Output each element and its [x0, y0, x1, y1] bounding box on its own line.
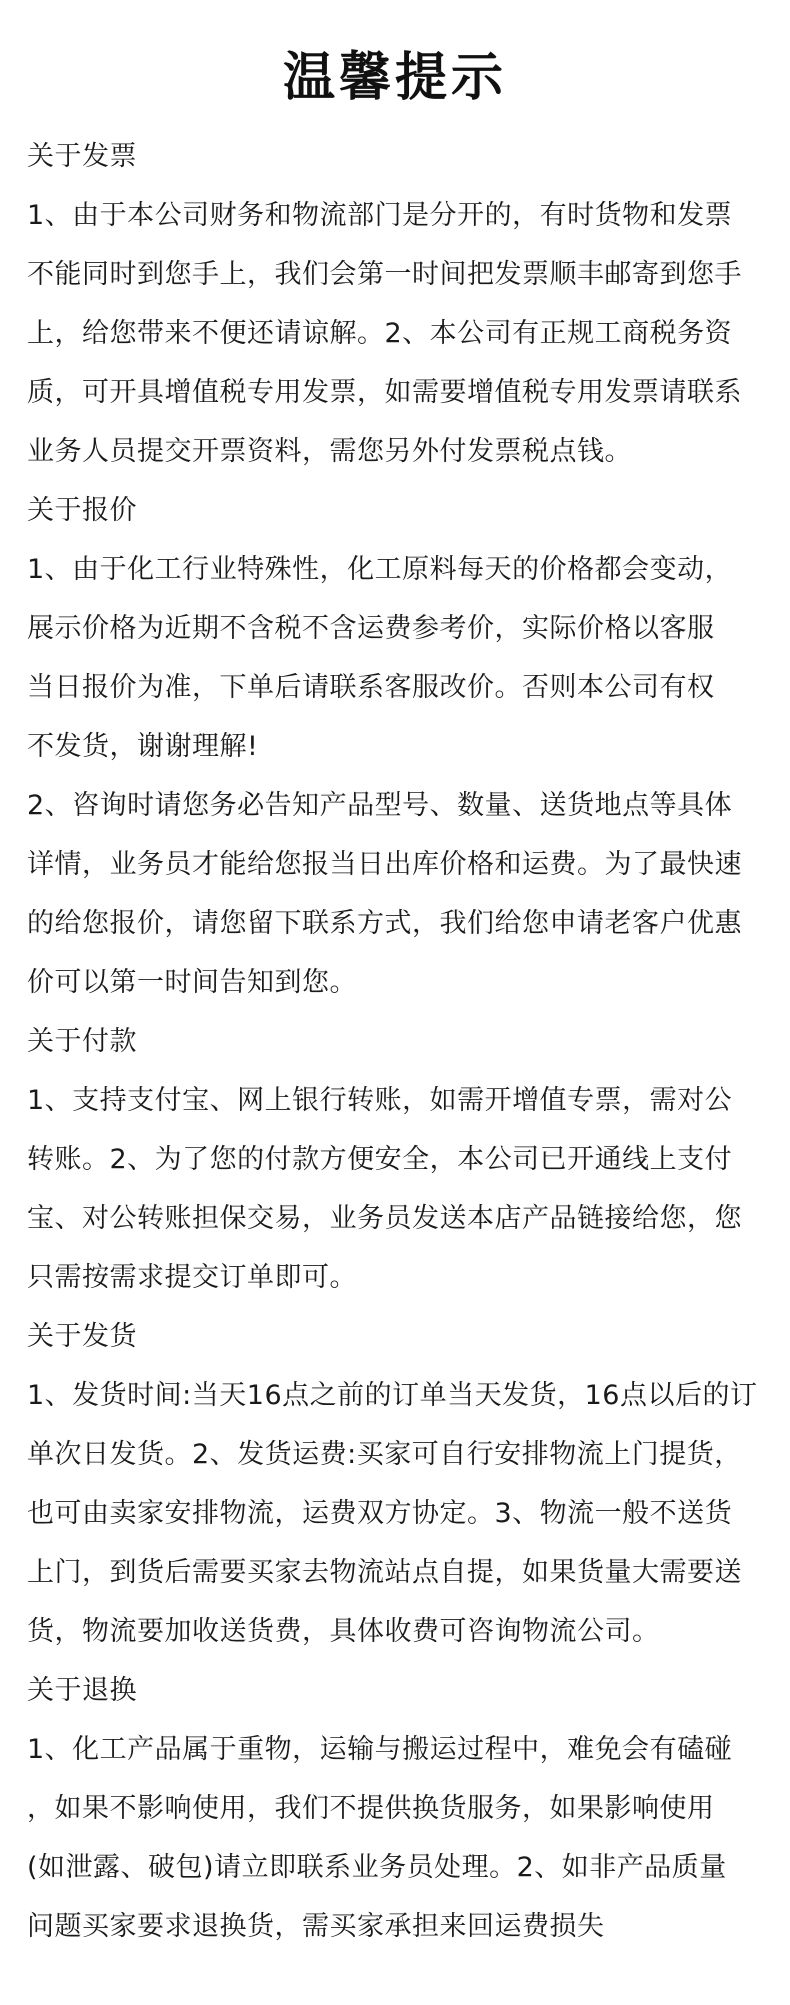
paragraph-line: 质，可开具增值税专用发票，如需要增值税专用发票请联系 [27, 377, 742, 408]
paragraph-line: 1、支持支付宝、网上银行转账，如需开增值专票，需对公 [27, 1085, 733, 1116]
paragraph-line: 业务人员提交开票资料，需您另外付发票税点钱。 [27, 436, 632, 467]
paragraph-line: 2、咨询时请您务必告知产品型号、数量、送货地点等具体 [27, 790, 733, 821]
paragraph-line: 不发货，谢谢理解! [27, 731, 259, 762]
paragraph-line: 上门，到货后需要买家去物流站点自提，如果货量大需要送 [27, 1557, 742, 1588]
paragraph-line: 详情，业务员才能给您报当日出库价格和运费。为了最快速 [27, 849, 742, 880]
section-quotation [27, 481, 767, 1012]
paragraph-line: 1、发货时间:当天16点之前的订单当天发货，16点以后的订 [27, 1380, 758, 1411]
paragraph-line: 当日报价为准，下单后请联系客服改价。否则本公司有权 [27, 672, 715, 703]
section-heading: 关于发票 [27, 141, 137, 172]
section-shipping [27, 1307, 767, 1661]
paragraph-line: 宝、对公转账担保交易，业务员发送本店产品链接给您，您 [27, 1203, 742, 1234]
paragraph-line: 1、化工产品属于重物，运输与搬运过程中，难免会有磕碰 [27, 1734, 733, 1765]
paragraph-line: 问题买家要求退换货，需买家承担来回运费损失 [27, 1911, 605, 1942]
paragraph-line: 货，物流要加收送货费，具体收费可咨询物流公司。 [27, 1616, 660, 1647]
paragraph-line: 单次日发货。2、发货运费:买家可自行安排物流上门提货， [27, 1439, 742, 1470]
section-heading: 关于退换 [27, 1675, 137, 1706]
section-invoice [27, 127, 767, 481]
paragraph-line: 不能同时到您手上，我们会第一时间把发票顺丰邮寄到您手 [27, 259, 742, 290]
paragraph-line: 价可以第一时间告知到您。 [27, 967, 357, 998]
paragraph-line: 只需按需求提交订单即可。 [27, 1262, 357, 1293]
notice-content [27, 127, 767, 1956]
paragraph-line: 的给您报价，请您留下联系方式，我们给您申请老客户优惠 [27, 908, 742, 939]
paragraph-line: 1、由于化工行业特殊性，化工原料每天的价格都会变动， [27, 554, 733, 585]
section-heading: 关于付款 [27, 1026, 137, 1057]
paragraph-line: 展示价格为近期不含税不含运费参考价，实际价格以客服 [27, 613, 715, 644]
section-payment [27, 1012, 767, 1307]
paragraph-line: 转账。2、为了您的付款方便安全，本公司已开通线上支付 [27, 1144, 733, 1175]
section-heading: 关于报价 [27, 495, 137, 526]
page-title: 温馨提示 [282, 47, 507, 108]
section-returns [27, 1661, 767, 1956]
paragraph-line: 1、由于本公司财务和物流部门是分开的，有时货物和发票 [27, 200, 733, 231]
paragraph-line: 也可由卖家安排物流，运费双方协定。3、物流一般不送货 [27, 1498, 733, 1529]
section-heading: 关于发货 [27, 1321, 137, 1352]
paragraph-line: 上，给您带来不便还请谅解。2、本公司有正规工商税务资 [27, 318, 733, 349]
paragraph-line: ，如果不影响使用，我们不提供换货服务，如果影响使用 [27, 1793, 715, 1824]
paragraph-line: (如泄露、破包)请立即联系业务员处理。2、如非产品质量 [27, 1852, 727, 1883]
